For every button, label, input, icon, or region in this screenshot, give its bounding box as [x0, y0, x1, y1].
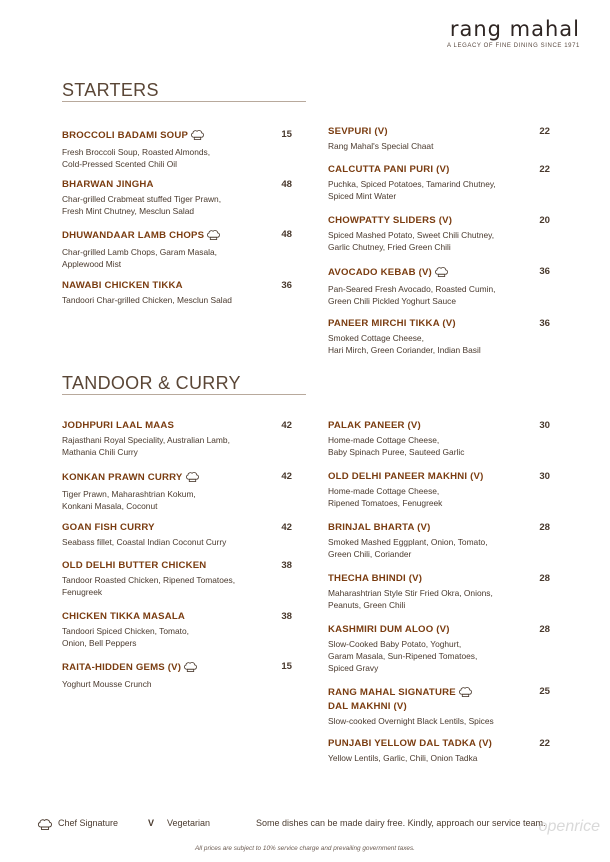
- menu-item-name: [62, 560, 272, 572]
- menu-item-description: [62, 246, 272, 270]
- menu-item-price: 20: [539, 215, 550, 226]
- menu-item-name-text: DHUWANDAAR LAMB CHOPS: [62, 230, 205, 241]
- menu-item-price: 42: [281, 420, 292, 431]
- menu-item-description: [62, 294, 272, 306]
- menu-item: [62, 471, 272, 512]
- menu-item-description: [328, 638, 538, 675]
- menu-item-price: 28: [539, 573, 550, 584]
- description-line: Rang Mahal's Special Chaat: [328, 141, 434, 151]
- legend-dairy-note: Some dishes can be made dairy free. Kindly, approach our service team.: [256, 818, 546, 828]
- legend-chef-label: Chef Signature: [58, 818, 119, 828]
- menu-item: [62, 661, 272, 690]
- description-line: Slow-cooked Overnight Black Lentils, Spices: [328, 716, 494, 726]
- menu-item-price: 22: [539, 738, 550, 749]
- menu-item-price: 30: [539, 471, 550, 482]
- chef-hat-icon: [183, 661, 198, 676]
- menu-item-name: [62, 661, 272, 676]
- menu-item: [62, 611, 272, 649]
- menu-item-name-text: GOAN FISH CURRY: [62, 522, 155, 533]
- menu-item: [328, 624, 538, 675]
- menu-item-name-text: RANG MAHAL SIGNATURE: [328, 687, 456, 698]
- menu-item-name: [328, 624, 538, 636]
- description-line: Slow-Cooked Baby Potato, Yoghurt,: [328, 639, 462, 649]
- menu-item-name-text: OLD DELHI PANEER MAKHNI (V): [328, 471, 484, 482]
- menu-item-name-text: PANEER MIRCHI TIKKA (V): [328, 318, 456, 329]
- menu-item: [328, 318, 538, 356]
- legend-veg-label: Vegetarian: [167, 818, 211, 828]
- menu-item: [328, 686, 538, 727]
- menu-item-name: [328, 522, 538, 534]
- menu-item-description: [328, 715, 538, 727]
- section-title-starters: STARTERS: [62, 80, 159, 100]
- menu-item-description: [62, 488, 272, 512]
- description-line: Spiced Gravy: [328, 663, 379, 674]
- description-line: Garam Masala, Sun-Ripened Tomatoes,: [328, 651, 478, 662]
- menu-item-name: [328, 126, 538, 138]
- menu-item-description: [328, 229, 538, 253]
- description-line: Spiced Mint Water: [328, 191, 397, 202]
- brand-tagline: A LEGACY OF FINE DINING SINCE 1971: [447, 43, 580, 49]
- menu-item-name: [328, 738, 538, 750]
- menu-item: [62, 280, 272, 306]
- chef-hat-icon: [458, 686, 473, 701]
- chef-hat-icon: [185, 471, 200, 486]
- menu-item-name-text: SEVPURI (V): [328, 126, 388, 137]
- menu-item-name: [328, 420, 538, 432]
- menu-item-name: [328, 215, 538, 227]
- menu-item-price: 28: [539, 624, 550, 635]
- menu-item: [62, 522, 272, 548]
- menu-item-description: [328, 536, 538, 560]
- menu-item-description: [328, 140, 538, 152]
- description-line: Yellow Lentils, Garlic, Chili, Onion Tadka: [328, 753, 478, 763]
- menu-item-description: [328, 283, 538, 307]
- description-line: Cold-Pressed Scented Chili Oil: [62, 159, 177, 170]
- description-line: Char-grilled Lamb Chops, Garam Masala,: [62, 247, 217, 257]
- menu-item-price: 25: [539, 686, 550, 697]
- menu-item-name: [62, 611, 272, 623]
- menu-item-description: [328, 752, 538, 764]
- chef-hat-icon: [190, 129, 205, 144]
- description-line: Garlic Chutney, Fried Green Chili: [328, 242, 451, 253]
- menu-item-name-text: KASHMIRI DUM ALOO (V): [328, 624, 450, 635]
- description-line: Hari Mirch, Green Coriander, Indian Basil: [328, 345, 481, 356]
- description-line: Puchka, Spiced Potatoes, Tamarind Chutney,: [328, 179, 496, 189]
- description-line: Smoked Mashed Eggplant, Onion, Tomato,: [328, 537, 488, 547]
- description-line: Seabass fillet, Coastal Indian Coconut Curry: [62, 537, 227, 547]
- menu-item-name-text: JODHPURI LAAL MAAS: [62, 420, 175, 431]
- description-line: Tandoori Char-grilled Chicken, Mesclun Salad: [62, 295, 232, 305]
- menu-item-name: [62, 420, 272, 432]
- section-title-tandoor: TANDOOR & CURRY: [62, 373, 241, 393]
- chef-hat-icon: [206, 229, 221, 244]
- section-divider: [62, 101, 306, 102]
- menu-item-name: [62, 280, 272, 292]
- description-line: Mathania Chili Curry: [62, 447, 138, 458]
- description-line: Onion, Bell Peppers: [62, 638, 137, 649]
- menu-item: [62, 129, 272, 170]
- menu-item-name: [62, 522, 272, 534]
- menu-item-name: [62, 129, 272, 144]
- description-line: Fresh Mint Chutney, Mesclun Salad: [62, 206, 195, 217]
- menu-item-description: [62, 146, 272, 170]
- menu-item-name-text: BRINJAL BHARTA (V): [328, 522, 431, 533]
- menu-item-name-text: CHICKEN TIKKA MASALA: [62, 611, 186, 622]
- menu-item-price: 38: [281, 611, 292, 622]
- description-line: Rajasthani Royal Speciality, Australian Lamb,: [62, 435, 230, 445]
- description-line: Green Chili Pickled Yoghurt Sauce: [328, 296, 457, 307]
- description-line: Maharashtrian Style Stir Fried Okra, Onions,: [328, 588, 493, 598]
- description-line: Pan-Seared Fresh Avocado, Roasted Cumin,: [328, 284, 496, 294]
- menu-item-description: [62, 536, 272, 548]
- menu-item: [328, 266, 538, 307]
- menu-item-name-text: NAWABI CHICKEN TIKKA: [62, 280, 183, 291]
- menu-item-price: 48: [281, 179, 292, 190]
- menu-item: [328, 738, 538, 764]
- description-line: Char-grilled Crabmeat stuffed Tiger Prawn,: [62, 194, 222, 204]
- menu-item-name-text: CALCUTTA PANI PURI (V): [328, 164, 450, 175]
- brand-logo: [447, 18, 580, 49]
- menu-item-name-text: BROCCOLI BADAMI SOUP: [62, 130, 189, 141]
- menu-item-price: 48: [281, 229, 292, 240]
- menu-item-price: 22: [539, 164, 550, 175]
- menu-item-description: [328, 434, 538, 458]
- chef-signature-icon: [37, 818, 53, 832]
- menu-item-name-text: AVOCADO KEBAB (V): [328, 267, 432, 278]
- menu-item-description: [62, 193, 272, 217]
- menu-item-description: [62, 434, 272, 458]
- description-line: Tandoori Spiced Chicken, Tomato,: [62, 626, 189, 636]
- menu-item-name: [328, 471, 538, 483]
- description-line: Smoked Cottage Cheese,: [328, 333, 424, 343]
- menu-item-description: [62, 574, 272, 598]
- menu-item-name: [62, 471, 272, 486]
- menu-item-name-text: KONKAN PRAWN CURRY: [62, 472, 183, 483]
- menu-item-name: [328, 266, 538, 281]
- section-divider: [62, 394, 306, 395]
- menu-item: [328, 420, 538, 458]
- service-charge-footnote: All prices are subject to 10% service charge and prevailing government taxes.: [195, 845, 415, 852]
- openrice-watermark: openrice: [538, 818, 600, 835]
- description-line: Green Chili, Coriander: [328, 549, 412, 560]
- menu-item: [328, 215, 538, 253]
- description-line: Tiger Prawn, Maharashtrian Kokum,: [62, 489, 196, 499]
- menu-item-price: 42: [281, 522, 292, 533]
- chef-hat-icon: [434, 266, 449, 281]
- menu-item-description: [328, 332, 538, 356]
- description-line: Fresh Broccoli Soup, Roasted Almonds,: [62, 147, 211, 157]
- description-line: Konkani Masala, Coconut: [62, 501, 158, 512]
- description-line: Home-made Cottage Cheese,: [328, 435, 440, 445]
- menu-item: [328, 164, 538, 202]
- menu-item-name-text: PALAK PANEER (V): [328, 420, 421, 431]
- menu-item-description: [62, 625, 272, 649]
- description-line: Applewood Mist: [62, 259, 122, 270]
- menu-item-price: 38: [281, 560, 292, 571]
- menu-item-price: 15: [281, 129, 292, 140]
- menu-item-name: [328, 164, 538, 176]
- menu-item-name-text: OLD DELHI BUTTER CHICKEN: [62, 560, 207, 571]
- menu-item-price: 30: [539, 420, 550, 431]
- menu-item-name-text: PUNJABI YELLOW DAL TADKA (V): [328, 738, 493, 749]
- menu-item-name: [328, 573, 538, 585]
- menu-item: [62, 560, 272, 598]
- menu-item: [62, 229, 272, 270]
- menu-item-price: 28: [539, 522, 550, 533]
- menu-item-price: 36: [539, 318, 550, 329]
- menu-item: [62, 179, 272, 217]
- menu-item-price: 22: [539, 126, 550, 137]
- brand-name: rang mahal: [449, 17, 580, 41]
- menu-item-name: [62, 229, 272, 244]
- menu-item-name-text: RAITA-HIDDEN GEMS (V): [62, 662, 182, 673]
- description-line: Tandoor Roasted Chicken, Ripened Tomatoes,: [62, 575, 236, 585]
- description-line: Yoghurt Mousse Crunch: [62, 679, 152, 689]
- menu-item-name: [328, 318, 538, 330]
- menu-item: [328, 471, 538, 509]
- menu-item-price: 15: [281, 661, 292, 672]
- menu-item-description: [328, 485, 538, 509]
- menu-item-name-text: THECHA BHINDI (V): [328, 573, 423, 584]
- menu-item-name-line2: DAL MAKHNI (V): [328, 701, 407, 712]
- menu-item-price: 36: [281, 280, 292, 291]
- description-line: Spiced Mashed Potato, Sweet Chili Chutney,: [328, 230, 495, 240]
- legend-veg-symbol: V: [148, 818, 155, 828]
- menu-item-price: 36: [539, 266, 550, 277]
- menu-item-description: [328, 178, 538, 202]
- menu-item: [328, 522, 538, 560]
- menu-item-description: [62, 678, 272, 690]
- menu-item-name: [328, 686, 538, 701]
- menu-item: [62, 420, 272, 458]
- menu-item-name: [62, 179, 272, 191]
- description-line: Ripened Tomatoes, Fenugreek: [328, 498, 443, 509]
- menu-item: [328, 126, 538, 152]
- description-line: Home-made Cottage Cheese,: [328, 486, 440, 496]
- menu-item-name-text: BHARWAN JINGHA: [62, 179, 154, 190]
- description-line: Fenugreek: [62, 587, 103, 598]
- menu-item-name-text: CHOWPATTY SLIDERS (V): [328, 215, 453, 226]
- menu-item-description: [328, 587, 538, 611]
- menu-item-price: 42: [281, 471, 292, 482]
- menu-item: [328, 573, 538, 611]
- description-line: Peanuts, Green Chili: [328, 600, 406, 611]
- description-line: Baby Spinach Puree, Sauteed Garlic: [328, 447, 465, 458]
